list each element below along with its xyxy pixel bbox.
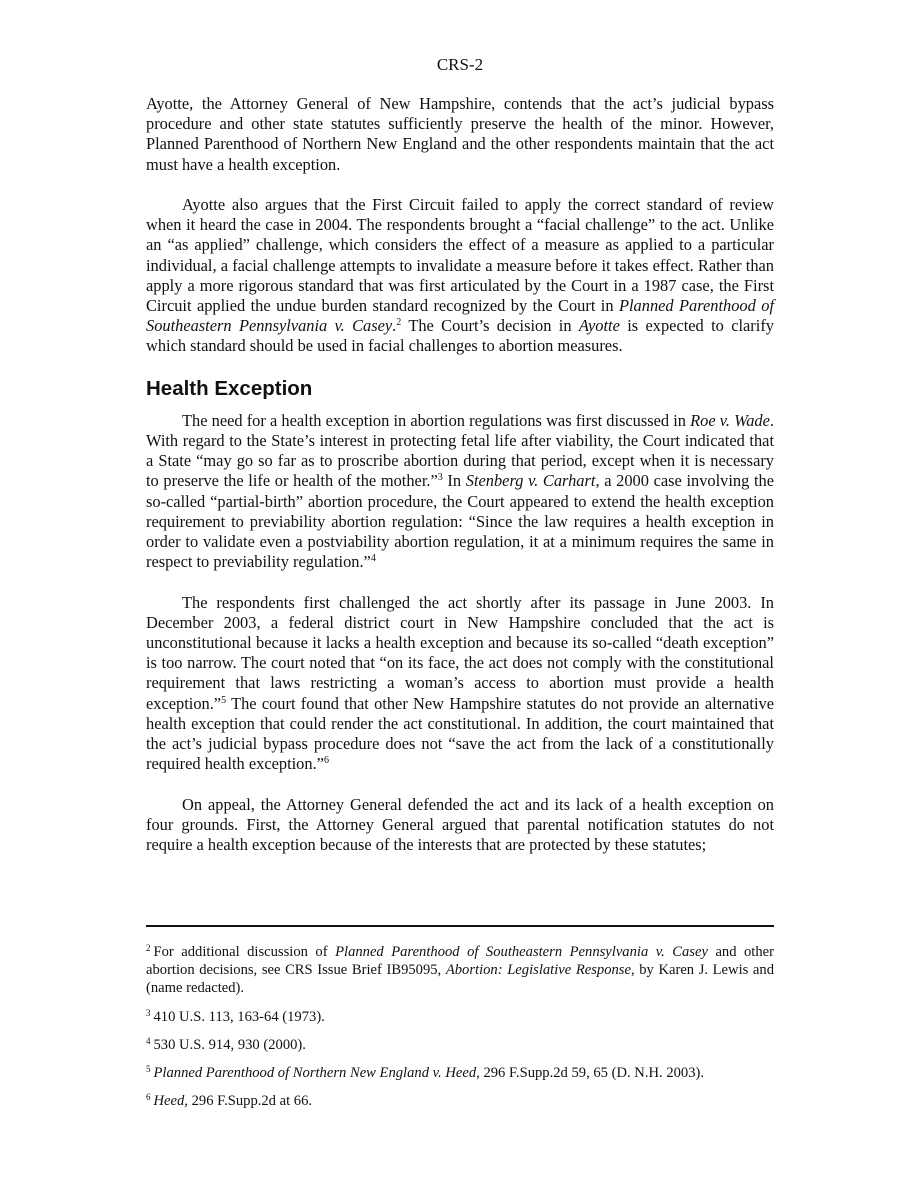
footnote-5: $^5$ Planned Parenthood of Northern New England v. Heed, 296 F.Supp.2d 59, 65 (D. N.H. 2003). — [146, 1064, 705, 1082]
paragraph-2: Ayotte also argues that the First Circuit failed to apply the correct standard of review when it heard the case in 2004. The respondents brought a “facial challenge” to the act. Unlike an “as applied” challenge, which considers the effect of a measure as applied to a particular individual, a facial challenge attempts to invalidate a measure before it takes effect. Rather than apply a more rigorous standard that was first articulated by the Court in a 1987 case, the First Circuit applied the undue burden standard recognized by the Court in Planned Parenthood of Southeastern Pennsylvania v. Casey.$^2$ The Court’s decision in Ayotte is expected to clarify which standard should be used in facial challenges to abortion measures. — [146, 195, 774, 356]
case-citation: Roe v. Wade — [690, 410, 770, 430]
case-citation: Stenberg v. Carhart — [465, 471, 596, 491]
page-header: CRS-2 — [436, 55, 484, 74]
footnote-6: $^6$ Heed, 296 F.Supp.2d at 66. — [146, 1092, 313, 1110]
paragraph-3: The need for a health exception in abortion regulations was first discussed in Roe v. Wade. With regard to the State’s interest in protecting fetal life after viability, the Court indicated that a State “may go so far as to proscribe abortion during that period, except when it is necessary to preserve the life or health of the mother.”$^3$ In Stenberg v. Carhart, a 2000 case involving the so-called “partial-birth” abortion procedure, the Court appeared to extend the health exception requirement to previability abortion regulation: “Since the law requires a health exception in order to validate even a postviability abortion regulation, it at a minimum requires the same in respect to previability regulation.”$^4$ — [146, 410, 774, 572]
case-citation: Planned Parenthood of Southeastern Pennsylvania v. Casey — [146, 296, 774, 336]
footnote-divider — [146, 925, 774, 927]
footnote-2: $^2$ For additional discussion of Planned Parenthood of Southeastern Pennsylvania v. Casey and other abortion decisions, see CRS Issue Brief IB95095, Abortion: Legislative Response, by Karen J. Lewis and (name redacted). — [146, 943, 774, 997]
paragraph-5: On appeal, the Attorney General defended the act and its lack of a health exception on four grounds. First, the Attorney General argued that parental notification statutes do not require a health exception because of the interests that are protected by these statutes; — [146, 794, 774, 855]
footnotes — [146, 943, 774, 1120]
paragraph-1: Ayotte, the Attorney General of New Hampshire, contends that the act’s judicial bypass procedure and other state statutes sufficiently preserve the health of the minor. However, Planned Parenthood of Northern New England and the other respondents maintain that the act must have a health exception. — [146, 94, 774, 174]
footnote-ref-5[interactable]: 5 — [221, 694, 227, 706]
body-text — [146, 94, 774, 875]
footnote-ref-4[interactable]: 4 — [370, 553, 376, 565]
footnote-3: $^3$ 410 U.S. 113, 163-64 (1973). — [146, 1007, 325, 1025]
section-heading: Health Exception — [146, 376, 313, 400]
footnote-ref-2[interactable]: 2 — [396, 317, 402, 329]
footnote-4: $^4$ 530 U.S. 914, 930 (2000). — [146, 1035, 306, 1053]
case-name: Ayotte — [578, 316, 620, 336]
footnote-ref-3[interactable]: 3 — [437, 472, 443, 484]
paragraph-4: The respondents first challenged the act shortly after its passage in June 2003. In December 2003, a federal district court in New Hampshire concluded that the act is unconstitutional because it lacks a health exception and because its so-called “death exception” is too narrow. The court noted that “on its face, the act does not comply with the constitutional requirement that laws restricting a woman’s access to abortion must provide a health exception.”$^5$ The court found that other New Hampshire statutes do not provide an alternative health exception that could render the act constitutional. In addition, the court maintained that the act’s judicial bypass procedure does not “save the act from the lack of a constitutionally required health exception.”$^6$ — [146, 592, 774, 774]
footnote-ref-6[interactable]: 6 — [323, 755, 329, 767]
